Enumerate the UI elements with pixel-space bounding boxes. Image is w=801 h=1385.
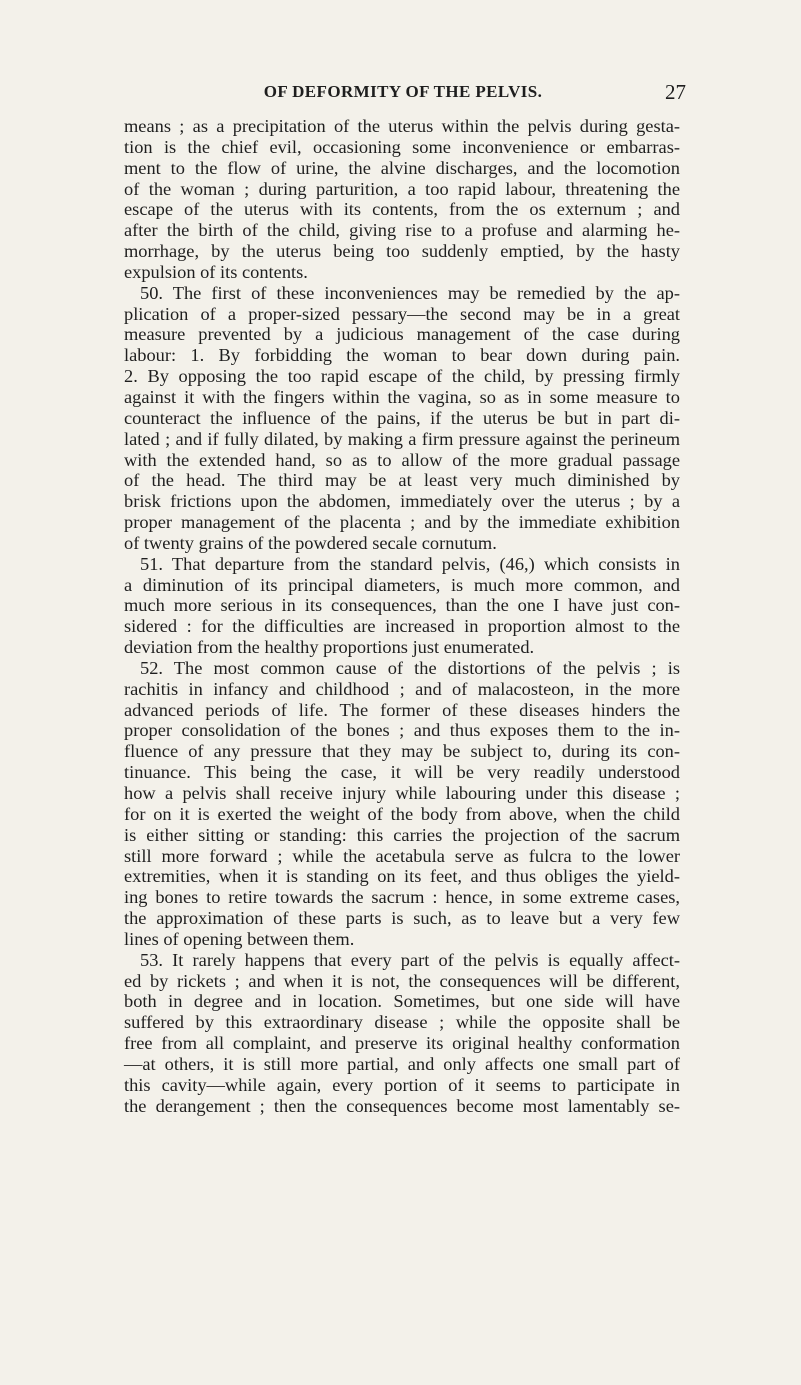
page-number: 27 (665, 80, 686, 104)
text-line: escape of the uterus with its contents, from the os externum ; and (124, 199, 680, 220)
text-line: means ; as a precipitation of the uterus within the pelvis during gesta- (124, 116, 680, 136)
text-line: lated ; and if fully dilated, by making a firm pressure against the perineum (124, 428, 680, 449)
running-head (120, 82, 686, 108)
text-line: much more serious in its consequences, than the one I have just con- (124, 595, 680, 616)
text-line: a diminution of its principal diameters, is much more common, and (124, 574, 680, 595)
text-line: 53. It rarely happens that every part of the pelvis is equally affect- (140, 949, 680, 970)
text-line: labour: 1. By forbidding the woman to bear down during pain. (124, 345, 680, 366)
text-line: ment to the flow of urine, the alvine discharges, and the locomotion (124, 157, 680, 178)
text-line: brisk frictions upon the abdomen, immediately over the uterus ; by a (124, 491, 680, 512)
text-line: fluence of any pressure that they may be subject to, during its con- (124, 741, 680, 762)
text-line: advanced periods of life. The former of these diseases hinders the (124, 699, 680, 720)
text-line: deviation from the healthy proportions just enumerated. (124, 637, 535, 658)
text-line: both in degree and in location. Sometimes, but one side will have (124, 991, 680, 1012)
text-line: proper consolidation of the bones ; and thus exposes them to the in- (124, 720, 680, 741)
text-line: sidered : for the difficulties are increased in proportion almost to the (124, 616, 680, 637)
text-line: of the woman ; during parturition, a too rapid labour, threatening the (124, 178, 680, 199)
text-line: rachitis in infancy and childhood ; and of malacosteon, in the more (124, 678, 680, 699)
running-title: OF DEFORMITY OF THE PELVIS. (263, 82, 543, 101)
text-line: 50. The first of these inconveniences may be remedied by the ap- (140, 282, 680, 303)
text-line: of the head. The third may be at least very much diminished by (124, 470, 680, 491)
text-line: 2. By opposing the too rapid escape of the child, by pressing firmly (124, 366, 680, 387)
text-line: the derangement ; then the consequences become most lamentably se- (124, 1095, 680, 1116)
text-line: still more forward ; while the acetabula serve as fulcra to the lower (124, 845, 680, 866)
text-line: —at others, it is still more partial, and only affects one small part of (124, 1053, 680, 1074)
body-text (124, 116, 680, 1117)
text-line: lines of opening between them. (124, 928, 355, 949)
text-line: proper management of the placenta ; and by the immediate exhibition (124, 512, 680, 533)
text-line: plication of a proper-sized pessary—the second may be in a great (124, 303, 680, 324)
text-line: counteract the influence of the pains, if the uterus be but in part di- (124, 407, 680, 428)
text-line: tion is the chief evil, occasioning some inconvenience or embarras- (124, 136, 680, 157)
text-line: after the birth of the child, giving rise to a profuse and alarming he- (124, 220, 680, 241)
text-line: this cavity—while again, every portion of it seems to participate in (124, 1074, 680, 1095)
text-line: 51. That departure from the standard pelvis, (46,) which consists in (140, 553, 680, 574)
text-line: against it with the fingers within the vagina, so as in some measure to (124, 386, 680, 407)
text-line: morrhage, by the uterus being too suddenly emptied, by the hasty (124, 241, 680, 262)
text-line: extremities, when it is standing on its feet, and thus obliges the yield- (124, 866, 680, 887)
text-line: of twenty grains of the powdered secale cornutum. (124, 532, 497, 553)
text-line: measure prevented by a judicious management of the case during (124, 324, 680, 345)
text-line: how a pelvis shall receive injury while labouring under this disease ; (124, 783, 680, 803)
text-line: with the extended hand, so as to allow of the more gradual passage (124, 449, 680, 470)
text-line: free from all complaint, and preserve its original healthy conformation (124, 1033, 680, 1054)
text-line: tinuance. This being the case, it will be very readily understood (124, 762, 680, 783)
text-line: ing bones to retire towards the sacrum : hence, in some extreme cases, (124, 887, 680, 908)
text-line: ed by rickets ; and when it is not, the consequences will be different, (124, 970, 680, 991)
text-line: suffered by this extraordinary disease ; while the opposite shall be (124, 1012, 680, 1033)
text-line: expulsion of its contents. (124, 261, 308, 282)
text-line: 52. The most common cause of the distortions of the pelvis ; is (140, 657, 680, 678)
text-line: the approximation of these parts is such, as to leave but a very few (124, 908, 680, 929)
text-line: is either sitting or standing: this carries the projection of the sacrum (124, 824, 680, 845)
text-line: for on it is exerted the weight of the body from above, when the child (124, 803, 680, 824)
